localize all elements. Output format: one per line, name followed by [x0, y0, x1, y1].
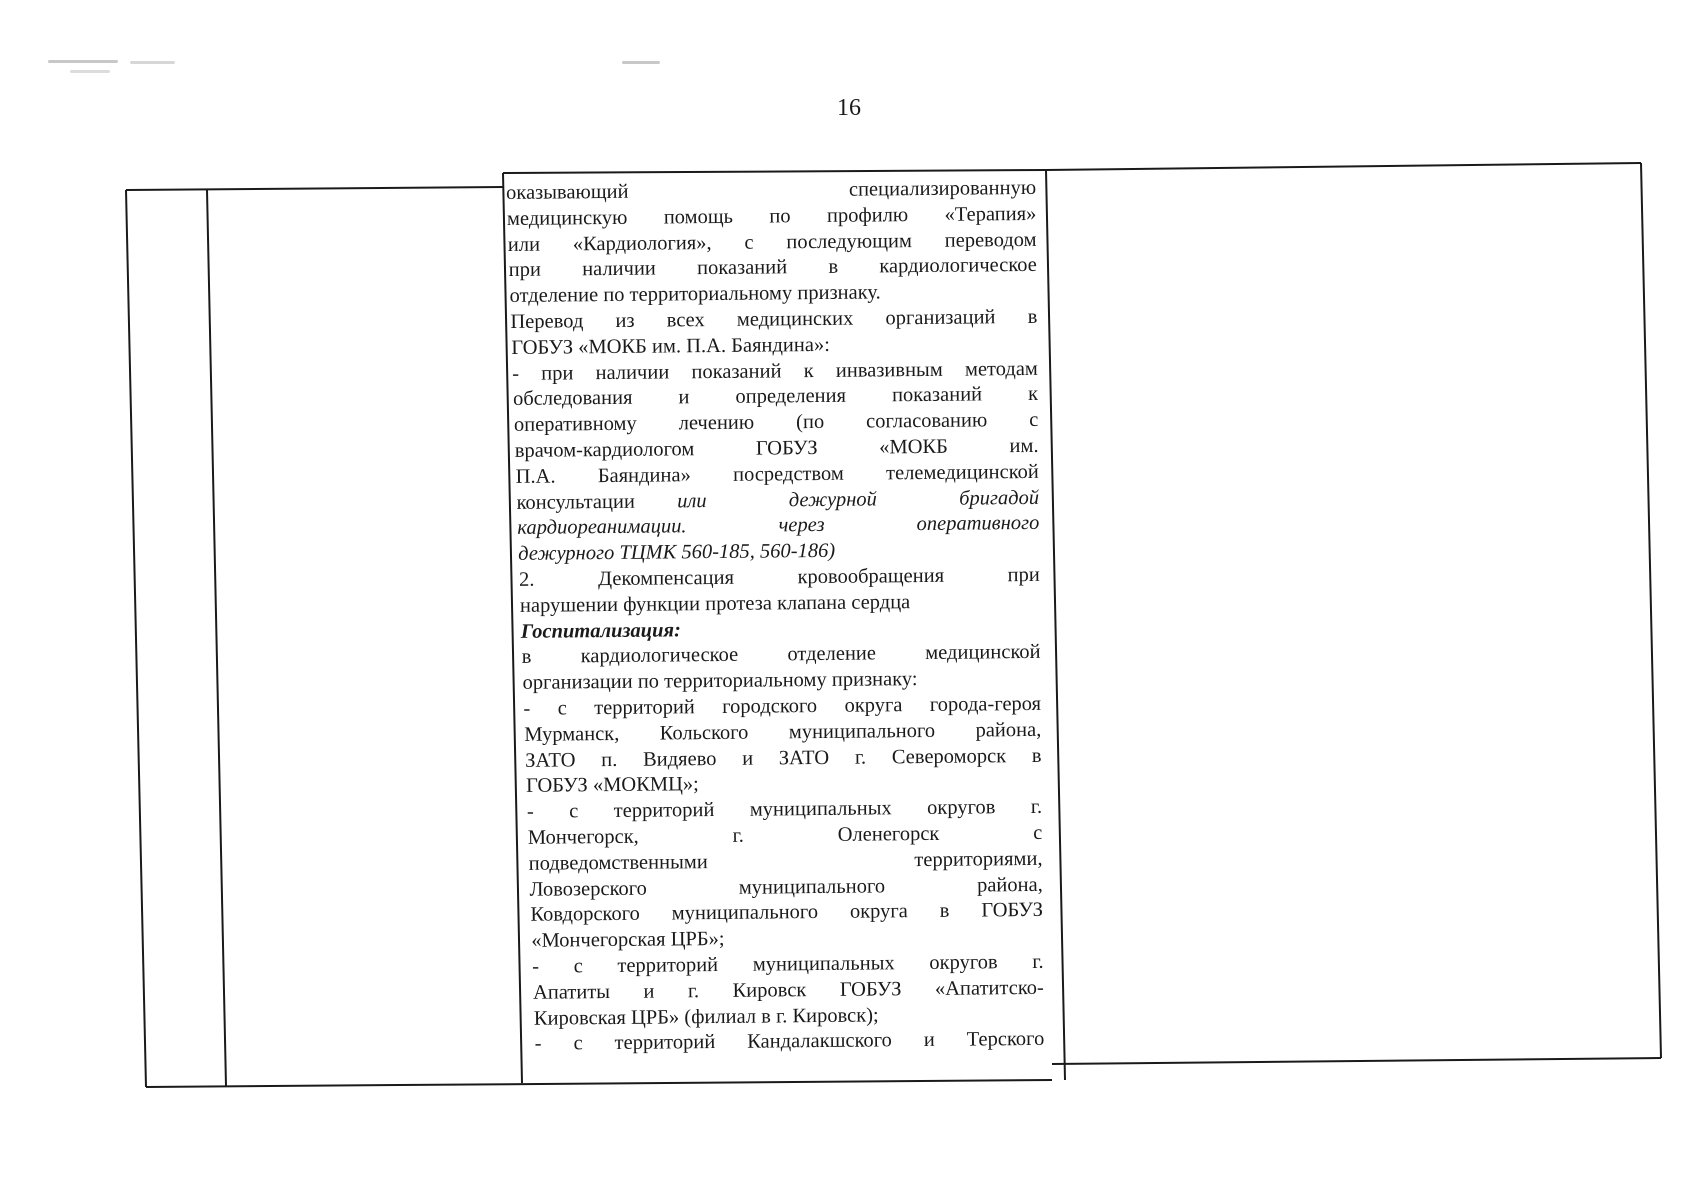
table-bottom-border [146, 1080, 1052, 1087]
cell-line-text: оперативному лечению (по согласованию с [513, 409, 1039, 437]
cell-line-text: Апатиты и г. Кировск ГОБУЗ «Апатитско- [532, 976, 1044, 1004]
cell-line [530, 898, 1043, 929]
table-top-border-right [1046, 163, 1641, 170]
cell-line [535, 1027, 1045, 1058]
cell-line [525, 743, 1042, 774]
cell-line-text: - с территорий муниципальных округов г. [532, 950, 1044, 978]
cell-line-text: нарушении функции протеза клапана сердца [519, 590, 911, 617]
cell-line-text: - с территорий городского округа города-героя [523, 692, 1042, 720]
column-divider-1 [207, 190, 226, 1086]
cell-line-text: - при наличии показаний к инвазивным методам [512, 357, 1038, 385]
cell-line-text: оказывающий специализированную [506, 176, 1037, 204]
cell-line [509, 253, 1037, 284]
cell-line-text: ГОБУЗ «МОКБ им. П.А. Баяндина»: [511, 333, 830, 359]
cell-line-text: Кировская ЦРБ» (филиал в г. Кировск); [533, 1003, 879, 1030]
cell-line-text: Ковдорского муниципального округа в ГОБУЗ [530, 899, 1044, 927]
cell-line-text-italic: или дежурной бригадой [677, 486, 1040, 512]
page-number: 16 [837, 95, 861, 121]
column-divider-3 [1046, 170, 1065, 1080]
cell-line [522, 640, 1041, 671]
table-top-border-middle [503, 170, 1046, 173]
cell-line-text: или «Кардиология», с последующим переводом [507, 228, 1037, 256]
cell-line-text: обследования и определения показаний к [512, 383, 1039, 411]
cell-line-text: - с территорий Кандалакшского и Терского [534, 1028, 1045, 1056]
table-right-border [1641, 163, 1661, 1058]
cell-line-text: 2. Декомпенсация кровообращения при [519, 563, 1040, 591]
cell-line-text: ГОБУЗ «МОКМЦ»; [525, 773, 699, 798]
cell-line-text: кардиореанимации. через оперативного [517, 512, 1040, 540]
cell-line-text: в кардиологическое отделение медицинской [521, 641, 1041, 669]
cell-line-text: подведомственными территориями, [528, 847, 1043, 875]
cell-line [510, 305, 1037, 336]
cell-line-text: «Мончегорская ЦРБ»; [531, 928, 725, 952]
cell-line-text: ЗАТО п. Видяево и ЗАТО г. Североморск в [525, 744, 1042, 772]
cell-line-text: отделение по территориальному признаку. [509, 281, 881, 308]
cell-line-text: П.А. Баяндина» посредством телемедицинской [515, 460, 1039, 488]
cell-line-text: Мурманск, Кольского муниципального района, [524, 718, 1042, 746]
cell-line-text: Госпитализация: [520, 618, 681, 643]
table-bottom-border-right [1052, 1058, 1661, 1064]
cell-line-text: Мончегорск, г. Оленегорск с [527, 821, 1043, 849]
cell-line-text: консультации [516, 490, 635, 514]
cell-line-text: - с территорий муниципальных округов г. [526, 796, 1043, 823]
cell-line-text: медицинскую помощь по профилю «Терапия» [506, 202, 1037, 230]
cell-line [519, 563, 1040, 594]
cell-line-text: организации по территориальному признаку: [522, 668, 918, 695]
cell-line-text: Ловозерского муниципального района, [529, 873, 1043, 901]
table-top-border [126, 187, 503, 190]
table-left-border [126, 190, 146, 1087]
cell-line-text: врачом-кардиологом ГОБУЗ «МОКБ им. [514, 434, 1039, 462]
cell-line-text: при наличии показаний в кардиологическое [508, 254, 1037, 282]
cell-line [533, 976, 1044, 1007]
table-cell-text [506, 176, 1044, 1058]
cell-line [517, 511, 1039, 542]
cell-line-text: дежурного ТЦМК 560-185, 560-186) [518, 540, 836, 566]
cell-line-text: Перевод из всех медицинских организаций в [510, 305, 1038, 333]
